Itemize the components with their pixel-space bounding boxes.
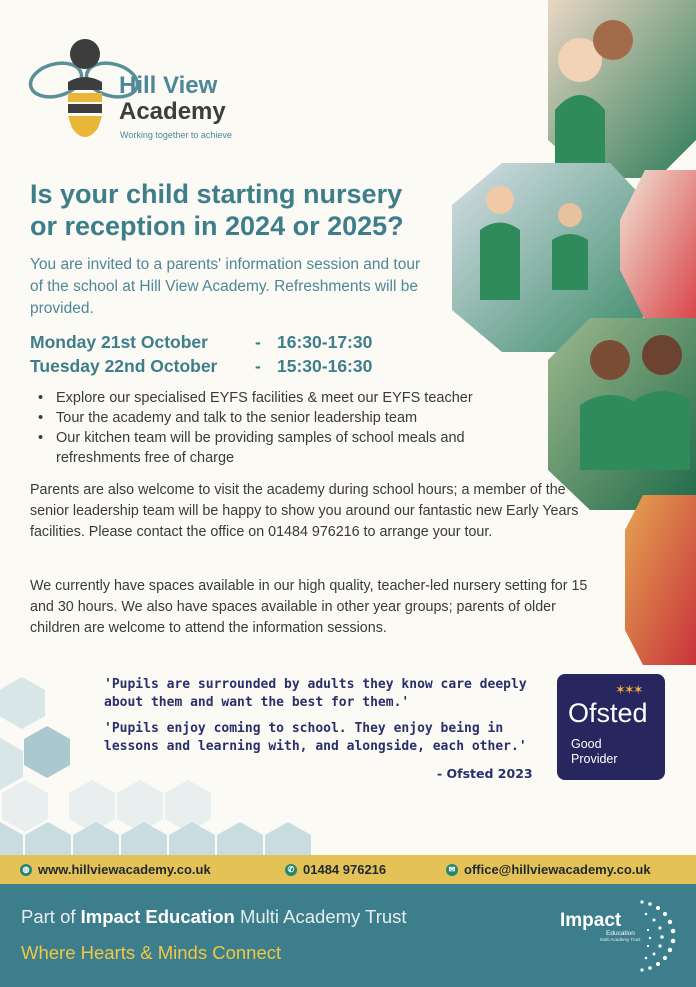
- phone-icon: ✆: [285, 864, 297, 876]
- website-text: www.hillviewacademy.co.uk: [38, 862, 211, 877]
- mail-icon: ✉: [446, 864, 458, 876]
- visit-paragraph: Parents are also welcome to visit the academy during school hours; a member of the senior leadership team will be happy to show you around our fantastic new Early Years facilities. Please contact the office on 01484 976216 to arrange your tour.: [30, 482, 579, 540]
- photo-building-toys: [625, 495, 696, 665]
- session-separator: -: [255, 332, 261, 352]
- session-row: [30, 330, 372, 354]
- trust-statement: [21, 906, 407, 928]
- ofsted-grade-line1: Good: [571, 737, 602, 751]
- session-row: [30, 354, 372, 378]
- intro-text: You are invited to a parents' information session and tour of the school at Hill View Academy. Refreshments will be provided.: [30, 256, 421, 317]
- impact-small: Multi Academy Trust: [600, 937, 641, 942]
- email-link[interactable]: [446, 862, 651, 877]
- session-day: Tuesday 22nd October: [30, 356, 218, 376]
- impact-sub: Education: [606, 930, 635, 937]
- impact-name: Impact: [560, 910, 622, 931]
- globe-icon: ◍: [20, 864, 32, 876]
- trust-name: Impact Education: [80, 906, 235, 927]
- website-link[interactable]: [20, 862, 211, 877]
- ofsted-brand: Ofsted: [568, 698, 648, 728]
- motto: Where Hearts & Minds Connect: [21, 942, 282, 963]
- trust-suffix: Multi Academy Trust: [239, 906, 407, 927]
- stars-icon: ✶✶✶: [615, 682, 642, 697]
- spaces-paragraph: We currently have spaces available in our high quality, teacher-led nursery setting for 15 and 30 hours. We also have spaces available in other year groups; parents of older children are welcome to attend the information sessions.: [30, 578, 588, 636]
- phone-text: 01484 976216: [303, 862, 387, 877]
- contact-bar: [0, 855, 696, 884]
- photo-collage: [440, 0, 696, 670]
- session-time: 16:30-17:30: [277, 332, 373, 352]
- dots-icon: [632, 896, 682, 976]
- quote: 'Pupils are surrounded by adults they know care deeply about them and want the best for them.': [104, 677, 527, 710]
- email-text: office@hillviewacademy.co.uk: [464, 862, 651, 877]
- list-item: • Tour the academy and talk to the senior leadership team: [36, 408, 541, 428]
- session-separator: -: [255, 356, 261, 376]
- logo-name-line1: Hill View: [119, 72, 218, 99]
- phone-link[interactable]: [285, 862, 386, 877]
- footer: [0, 884, 696, 987]
- ofsted-grade: [571, 737, 618, 767]
- session-day: Monday 21st October: [30, 332, 208, 352]
- session-dates: [30, 330, 372, 378]
- logo-tagline: Working together to achieve: [120, 130, 232, 140]
- logo-name-line2: Academy: [119, 98, 226, 125]
- page-title: Is your child starting nursery or reception in 2024 or 2025?: [30, 179, 404, 241]
- trust-prefix: Part of: [21, 906, 76, 927]
- quote: 'Pupils enjoy coming to school. They enjoy being in lessons and learning with, and alongside, each other.': [104, 721, 527, 754]
- quote-source: - Ofsted 2023: [437, 766, 533, 781]
- session-time: 15:30-16:30: [277, 356, 373, 376]
- impact-logo: [560, 910, 641, 942]
- school-logo: [28, 38, 268, 148]
- ofsted-badge: [557, 674, 665, 780]
- ofsted-quotes: [104, 676, 554, 764]
- list-item: • Explore our specialised EYFS facilities & meet our EYFS teacher: [36, 388, 541, 408]
- list-item: • Our kitchen team will be providing samples of school meals and refreshments free of charge: [36, 428, 541, 468]
- ofsted-grade-line2: Provider: [571, 752, 618, 766]
